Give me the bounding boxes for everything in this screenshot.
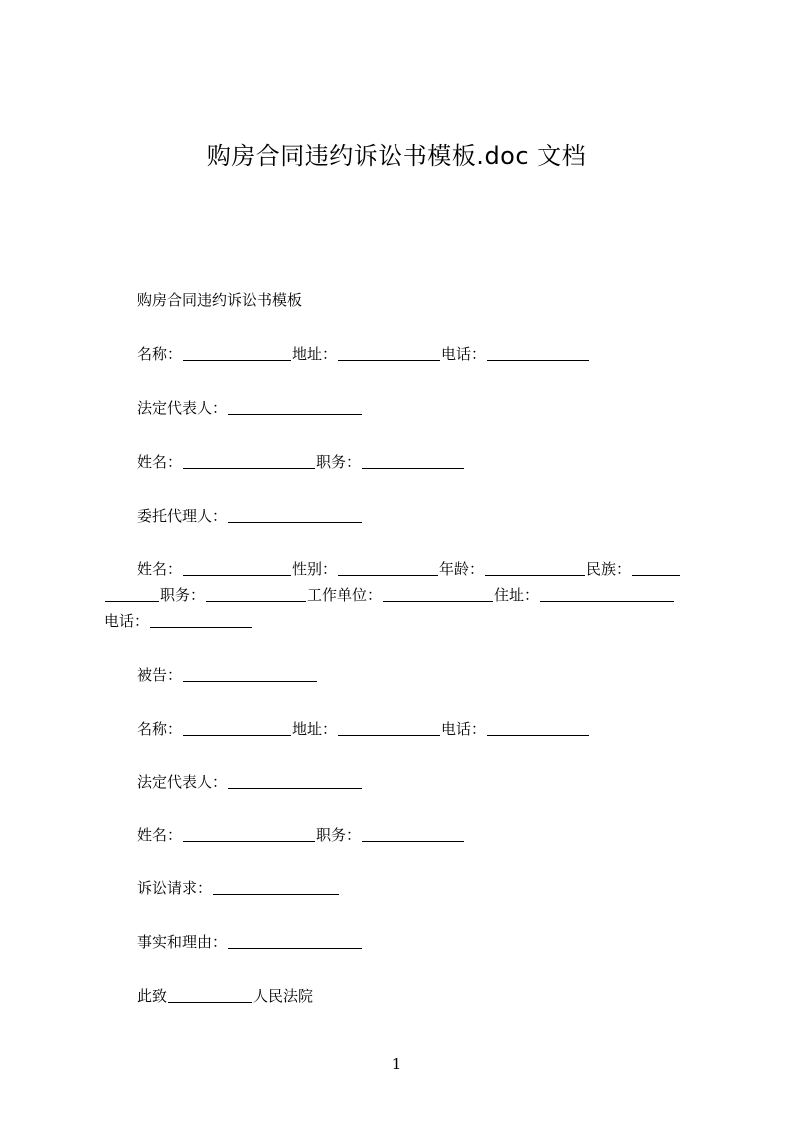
defendant-blank[interactable] [183,667,317,682]
defendant-name-label: 名称： [137,720,183,738]
claims-label: 诉讼请求： [137,879,213,897]
defendant-legal-rep-blank[interactable] [228,774,362,789]
document-title: 购房合同违约诉讼书模板.doc 文档 [206,142,587,170]
agent-name-blank[interactable] [183,561,291,576]
agent-ethnicity-blank-cont[interactable] [105,587,159,602]
defendant-person-name-label: 姓名： [137,826,183,844]
agent-phone-label: 电话： [104,612,150,630]
defendant-row [137,665,318,685]
plaintiff-phone-blank[interactable] [487,346,589,361]
agent-address-label: 住址： [494,586,540,604]
defendant-phone-label: 电话： [441,720,487,738]
facts-blank[interactable] [228,934,362,949]
agent-age-blank[interactable] [485,561,585,576]
agent-row [137,506,363,526]
page-number: 1 [391,1055,402,1073]
agent-details-row-3 [104,611,253,631]
agent-age-label: 年龄： [439,560,485,578]
agent-label: 委托代理人： [137,507,228,525]
agent-employer-blank[interactable] [383,587,493,602]
plaintiff-legal-rep-blank[interactable] [228,400,362,415]
agent-employer-label: 工作单位： [307,586,383,604]
agent-gender-label: 性别： [292,560,338,578]
agent-ethnicity-label: 民族： [586,560,632,578]
plaintiff-address-label: 地址： [292,345,338,363]
claims-row [137,878,340,898]
defendant-position-blank[interactable] [362,827,464,842]
plaintiff-name-label: 名称： [137,345,183,363]
defendant-address-label: 地址： [292,720,338,738]
plaintiff-name-row [137,344,590,364]
agent-phone-blank[interactable] [150,613,252,628]
closing-suffix: 人民法院 [253,987,314,1005]
defendant-name-blank[interactable] [183,721,291,736]
defendant-person-row [137,825,465,845]
plaintiff-person-name-blank[interactable] [183,454,315,469]
agent-name-label: 姓名： [137,560,183,578]
facts-row [137,932,363,952]
defendant-person-name-blank[interactable] [183,827,315,842]
plaintiff-address-blank[interactable] [338,346,440,361]
agent-address-blank[interactable] [540,587,674,602]
agent-details-row-2 [104,585,675,605]
defendant-name-row [137,719,590,739]
facts-label: 事实和理由： [137,933,228,951]
plaintiff-position-label: 职务： [316,453,362,471]
plaintiff-legal-rep-row [137,398,363,418]
agent-details-row-1 [137,559,681,579]
defendant-legal-rep-row [137,772,363,792]
defendant-phone-blank[interactable] [487,721,589,736]
defendant-address-blank[interactable] [338,721,440,736]
closing-prefix: 此致 [137,987,168,1005]
agent-position-blank[interactable] [206,587,306,602]
plaintiff-position-blank[interactable] [362,454,464,469]
agent-position-label: 职务： [160,586,206,604]
body-heading: 购房合同违约诉讼书模板 [137,291,303,309]
defendant-position-label: 职务： [316,826,362,844]
agent-gender-blank[interactable] [338,561,438,576]
plaintiff-name-blank[interactable] [183,346,291,361]
agent-ethnicity-blank[interactable] [632,561,680,576]
closing-row [137,986,313,1006]
plaintiff-phone-label: 电话： [441,345,487,363]
plaintiff-person-name-label: 姓名： [137,453,183,471]
defendant-legal-rep-label: 法定代表人： [137,773,228,791]
plaintiff-legal-rep-label: 法定代表人： [137,399,228,417]
agent-blank[interactable] [228,508,362,523]
defendant-label: 被告： [137,666,183,684]
court-name-blank[interactable] [168,988,252,1003]
claims-blank[interactable] [213,880,339,895]
plaintiff-person-row [137,452,465,472]
